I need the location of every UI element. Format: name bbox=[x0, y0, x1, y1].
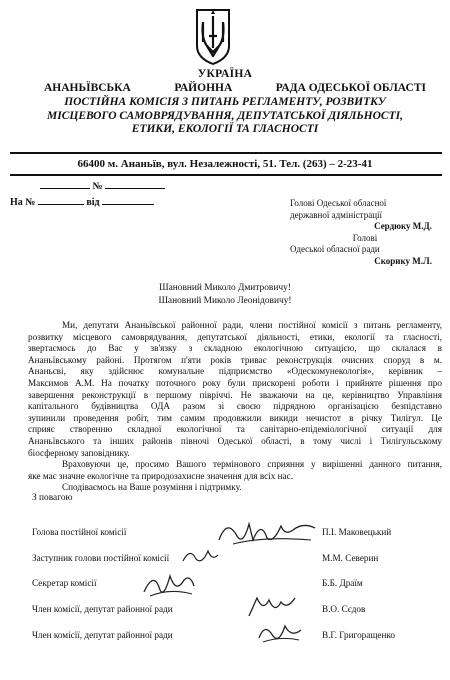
body-line: Ананьєві, яку здійснює комунальне підприємство «Одескомунекологія», керівник – bbox=[28, 366, 442, 377]
signatory-row bbox=[32, 604, 442, 618]
signatory-name: П.І. Маковецький bbox=[322, 527, 392, 537]
body-line: Ананьївського та інших районів півночі Одеської області, в тому числі і Тилігульському bbox=[28, 435, 442, 446]
recipient-line: Голові Одеської обласної bbox=[290, 198, 387, 208]
letter-body bbox=[28, 320, 442, 494]
recipient-line: державної адміністрації bbox=[290, 209, 383, 220]
outgoing-number-line bbox=[40, 180, 165, 192]
recipient-name: Скорику М.Л. bbox=[374, 255, 432, 266]
reply-date-blank bbox=[102, 196, 154, 205]
number-label: № bbox=[92, 181, 103, 192]
address-line: 66400 м. Ананьїв, вул. Незалежності, 51. Тел. (263) – 2-23-41 bbox=[77, 158, 373, 170]
body-line: Максимов А.М. На початку поточного року були прискорені роботи і прийняте рішення про bbox=[28, 377, 442, 388]
body-line: Ананьївському районі. Протягом п'яти років триває реконструкція очисних споруд в м. bbox=[28, 354, 442, 365]
recipient-name: Сердюку М.Д. bbox=[374, 221, 432, 231]
closing-text: З повагою bbox=[32, 493, 73, 503]
address-divider bbox=[10, 174, 442, 176]
body-line: сприяє створенню складної екологічної та санітарно-епідеміологічної ситуації для bbox=[28, 424, 442, 435]
body-line: капітального будівництва ОДА разом зі своєю підрядною організацією безпідставно bbox=[28, 401, 442, 412]
signatory-title: Член комісії, депутат районної ради bbox=[32, 604, 173, 614]
reply-number-label: На № bbox=[10, 197, 36, 208]
body-line: завершення реконструкції в першому півріччі. Не зважаючи на це, керівництво Управління bbox=[28, 389, 442, 400]
signatory-row bbox=[32, 578, 442, 592]
signatory-title: Член комісії, депутат районної ради bbox=[32, 630, 173, 640]
signatory-row bbox=[32, 553, 442, 567]
recipients-block bbox=[290, 198, 440, 267]
body-line: яке має значне екологічне та природозахисне значення для всіх нас. bbox=[28, 470, 294, 481]
body-line: Ми, депутати Ананьївської районної ради, члени постійної комісії з питань регламенту, bbox=[62, 320, 442, 330]
recipient-line: Голові bbox=[352, 232, 378, 243]
trident-coat-of-arms-icon bbox=[195, 8, 231, 66]
commission-title bbox=[0, 96, 450, 137]
body-line: звертаємось до Вас у зв'язку з складною екологічною ситуацією, що склалася в bbox=[28, 343, 442, 354]
commission-line: МІСЦЕВОГО САМОВРЯДУВАННЯ, ДЕПУТАТСЬКОЇ ДІЯЛЬНОСТІ, bbox=[47, 109, 403, 122]
signatory-name: В.Г. Григоращенко bbox=[322, 630, 395, 640]
salutation: Шановний Миколо Леонідовичу! bbox=[158, 296, 292, 306]
commission-line: ПОСТІЙНА КОМІСІЯ З ПИТАНЬ РЕГЛАМЕНТУ, РОЗВИТКУ bbox=[64, 96, 386, 108]
council-title bbox=[40, 82, 430, 95]
body-line: Сподіваємось на Ваше розуміння і підтримку. bbox=[62, 482, 242, 493]
signatory-row bbox=[32, 630, 442, 644]
signatory-title: Секретар комісії bbox=[32, 578, 97, 588]
council-word: АНАНЬЇВСЬКА bbox=[44, 82, 131, 94]
salutation: Шановний Миколо Дмитровичу! bbox=[159, 283, 291, 293]
council-word: РАЙОННА bbox=[174, 82, 233, 94]
signatory-row bbox=[32, 527, 442, 541]
body-line: зупинили проведення робіт, тим самим продовжили викиди нечистот в річку Тилігул. Це bbox=[28, 412, 442, 423]
council-word: РАДА ОДЕСЬКОЇ ОБЛАСТІ bbox=[275, 82, 426, 94]
body-line: Враховуючи це, просимо Вашого термінового сприяння у вирішенні данного питання, bbox=[62, 459, 442, 470]
signatory-name: В.О. Сєдов bbox=[322, 604, 366, 614]
body-line: розвитку місцевого самоврядування, депутатської діяльності, етики, екології та гласності, bbox=[28, 331, 442, 342]
date-blank bbox=[40, 180, 90, 189]
signatory-title: Заступник голови постійної комісії bbox=[32, 553, 170, 563]
reply-number-blank bbox=[38, 196, 84, 205]
reply-number-line bbox=[10, 196, 154, 208]
reply-date-label: від bbox=[86, 197, 100, 208]
header-divider bbox=[10, 152, 442, 154]
signatory-name: М.М. Северин bbox=[322, 553, 379, 563]
country-title: УКРАЇНА bbox=[197, 68, 253, 80]
body-line: біосферному заповіднику. bbox=[28, 447, 130, 458]
signatory-title: Голова постійної комісії bbox=[32, 527, 127, 537]
recipient-line: Одеської обласної ради bbox=[290, 244, 380, 254]
signatory-name: Б.Б. Драїм bbox=[322, 578, 363, 588]
commission-line: ЕТИКИ, ЕКОЛОГІЇ ТА ГЛАСНОСТІ bbox=[131, 123, 319, 135]
number-blank bbox=[105, 180, 165, 189]
